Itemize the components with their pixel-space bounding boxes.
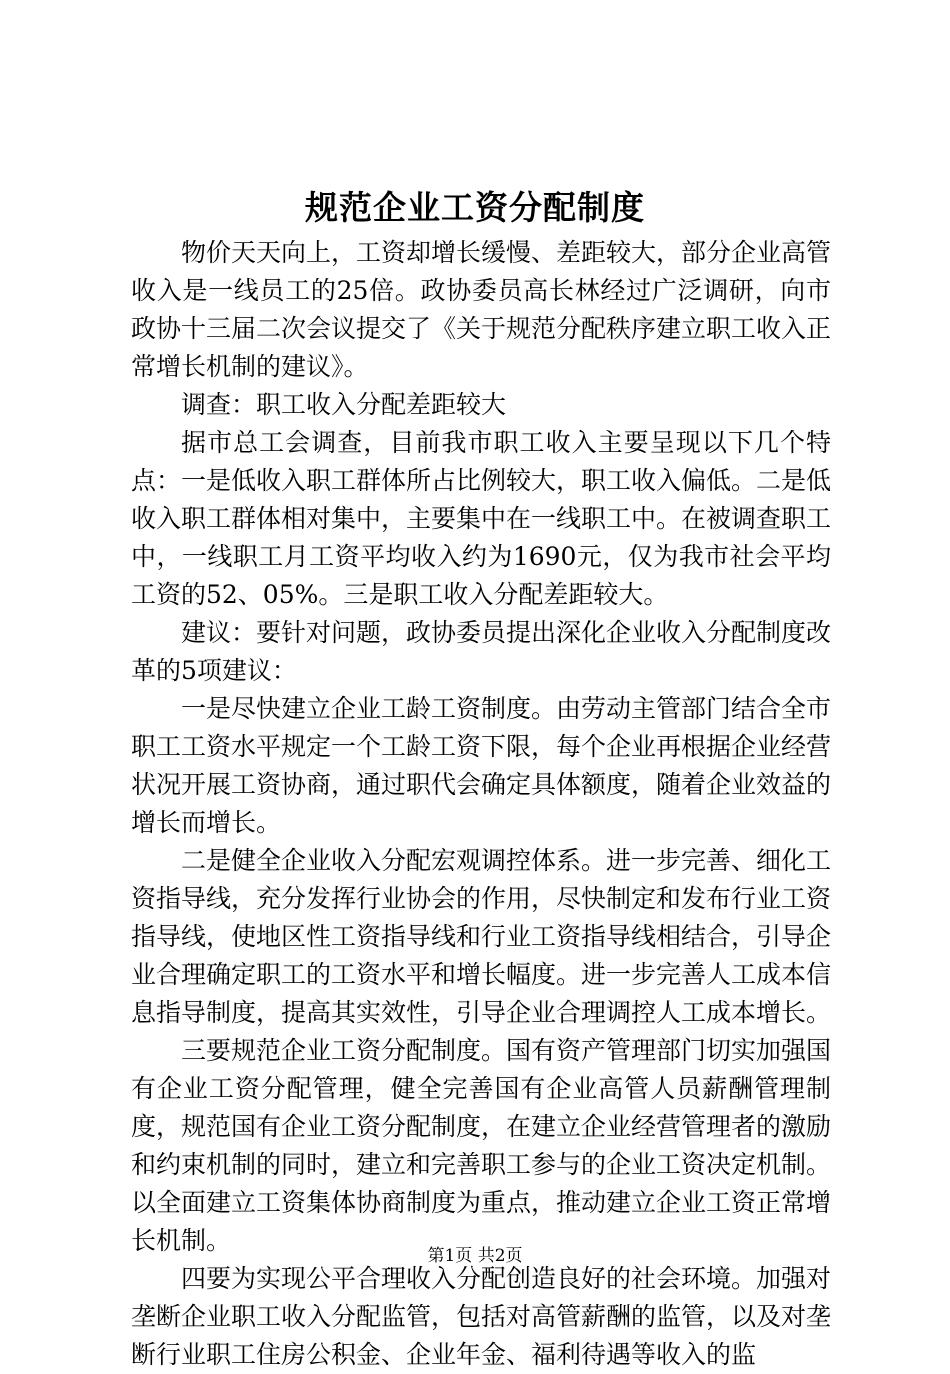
page-number-footer: 第1页 共2页 [427,1246,523,1266]
paragraph-suggestion-1: 一是尽快建立企业工龄工资制度。由劳动主管部门结合全市职工工资水平规定一个工龄工资下限，每个企业再根据企业经营状况开展工资协商，通过职代会确定具体额度，随着企业效益的增长而增长。 [131,694,832,837]
document-title: 规范企业工资分配制度 [305,188,645,227]
paragraph-survey-heading: 调查：职工收入分配差距较大 [181,390,507,419]
paragraph-suggestion-4: 四要为实现公平合理收入分配创造良好的社会环境。加强对垄断企业职工收入分配监管，包括对高管薪酬的监管，以及对垄断行业职工住房公积金、企业年金、福利待遇等收入的监 [131,1264,832,1369]
paragraph-suggestion-heading: 建议：要针对问题，政协委员提出深化企业收入分配制度改革的5项建议： [131,618,832,685]
paragraph-suggestion-2: 二是健全企业收入分配宏观调控体系。进一步完善、细化工资指导线，充分发挥行业协会的作用，尽快制定和发布行业工资指导线，使地区性工资指导线和行业工资指导线相结合，引导企业合理确定职工的工资水平和增长幅度。进一步完善人工成本信息指导制度，提高其实效性，引导企业合理调控人工成本增长。 [131,846,832,1027]
paragraph-survey-findings: 据市总工会调查，目前我市职工收入主要呈现以下几个特点：一是低收入职工群体所占比例较大，职工收入偏低。二是低收入职工群体相对集中，主要集中在一线职工中。在被调查职工中，一线职工月工资平均收入约为1690元，仅为我市社会平均工资的52、05%。三是职工收入分配差距较大。 [131,428,832,609]
document-body [131,234,831,1374]
paragraph-suggestion-3: 三要规范企业工资分配制度。国有资产管理部门切实加强国有企业工资分配管理，健全完善国有企业高管人员薪酬管理制度，规范国有企业工资分配制度，在建立企业经营管理者的激励和约束机制的同时，建立和完善职工参与的企业工资决定机制。以全面建立工资集体协商制度为重点，推动建立企业工资正常增长机制。 [131,1036,832,1255]
paragraph-intro: 物价天天向上，工资却增长缓慢、差距较大，部分企业高管收入是一线员工的25倍。政协委员高长林经过广泛调研，向市政协十三届二次会议提交了《关于规范分配秩序建立职工收入正常增长机制的建议》。 [131,238,832,381]
